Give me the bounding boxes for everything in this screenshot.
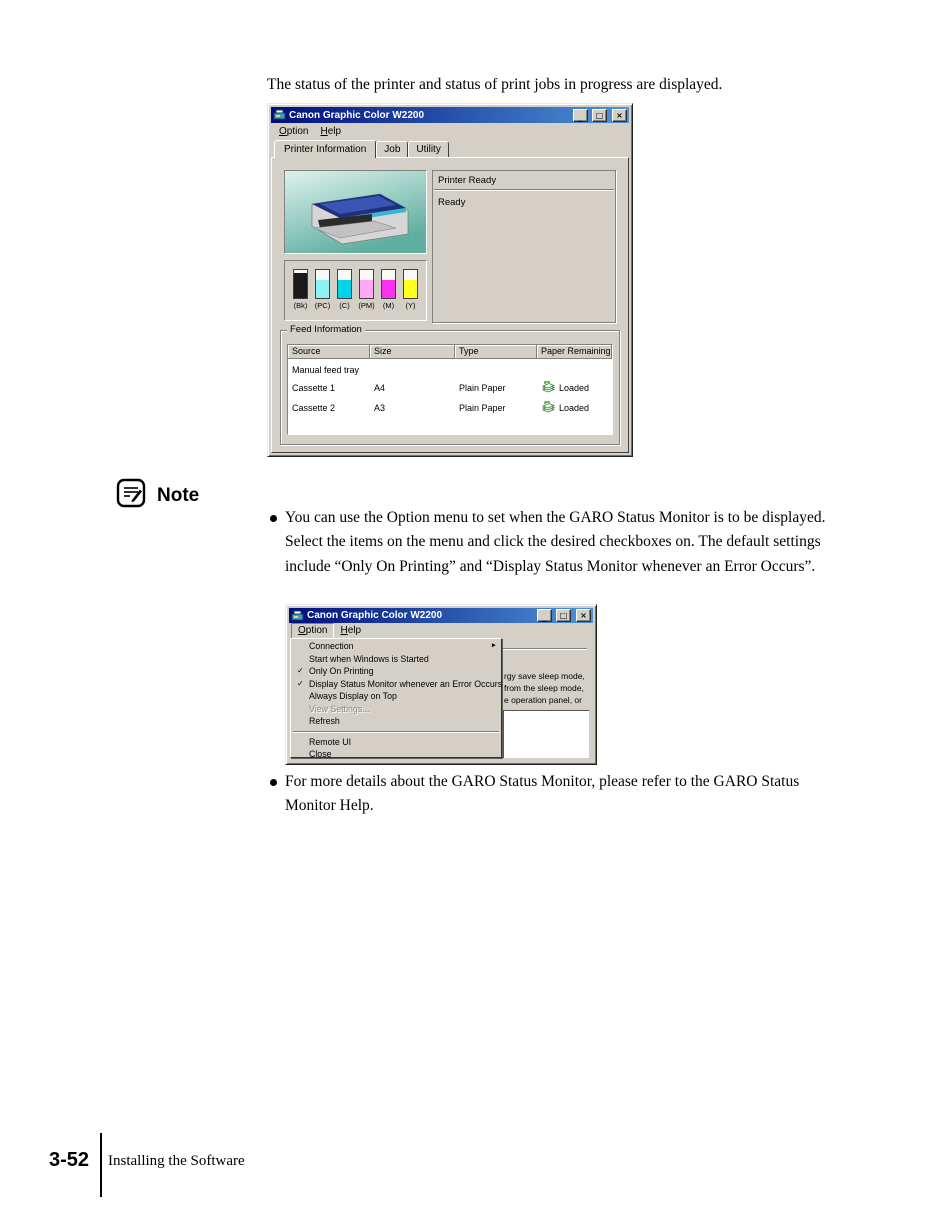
page-number: 3-52	[49, 1149, 90, 1171]
printer-image	[284, 170, 427, 254]
menu-item-label: Remote UI	[309, 736, 352, 747]
ink-tank	[381, 269, 396, 299]
column-source[interactable]: Source	[288, 345, 370, 359]
ink-label: (M)	[382, 301, 395, 310]
menu-item-display-on-error[interactable]	[292, 678, 503, 691]
background-text: from the sleep mode,	[504, 683, 584, 693]
menu-item-label: Always Display on Top	[309, 691, 397, 701]
menu-item-label: Start when Windows is Started	[309, 653, 429, 664]
title-bar[interactable]	[271, 107, 629, 123]
cell-type: Plain Paper	[459, 403, 506, 413]
feed-table-body	[288, 359, 612, 434]
menu-item-label: Close	[309, 749, 332, 759]
intro-paragraph: The status of the printer and status of print jobs in progress are displayed.	[267, 76, 723, 93]
ink-tank	[403, 269, 418, 299]
paper-loaded-icon	[541, 401, 556, 416]
ink-tank	[337, 269, 352, 299]
cell-source: Manual feed tray	[292, 365, 360, 375]
maximize-button[interactable]: □	[556, 609, 571, 622]
window-icon	[273, 109, 286, 121]
ink-levels-panel	[284, 260, 427, 321]
menu-item-label: Refresh	[309, 716, 340, 726]
table-row[interactable]	[288, 398, 612, 418]
printer-information-page	[271, 157, 629, 453]
bullet-text: You can use the Option menu to set when the GARO Status Monitor is to be displayed. Select the items on the menu and click the desired checkboxes on. The default settings include “Only On Printing” and “Display Status Monitor whenever an Error Occurs”.	[285, 509, 826, 575]
window-title: Canon Graphic Color W2200	[289, 109, 425, 121]
minimize-button[interactable]: _	[537, 609, 552, 622]
cell-remaining: Loaded	[559, 383, 590, 393]
ink-label: (C)	[339, 301, 350, 310]
menu-help[interactable]: Help	[320, 125, 342, 137]
menu-item-remote-ui[interactable]	[292, 736, 500, 749]
window-title: Canon Graphic Color W2200	[307, 610, 443, 621]
cell-size: A3	[374, 403, 386, 413]
bullet-icon	[270, 779, 277, 786]
table-row[interactable]	[288, 378, 612, 398]
menu-item-start-with-windows[interactable]	[292, 653, 500, 666]
bullet-icon	[270, 515, 277, 522]
cell-type: Plain Paper	[459, 383, 506, 393]
printer-status-box	[432, 170, 616, 323]
menu-item-label: Only On Printing	[309, 666, 374, 676]
tab-job[interactable]: Job	[376, 141, 408, 157]
check-icon: ✓	[297, 666, 304, 675]
menu-help[interactable]: Help	[340, 624, 362, 636]
feed-information-group	[280, 324, 620, 445]
menu-item-only-on-printing[interactable]	[292, 665, 500, 678]
status-monitor-window	[267, 103, 633, 457]
tab-strip	[271, 140, 629, 157]
list-item	[270, 770, 848, 819]
title-bar[interactable]	[289, 608, 593, 623]
background-list-panel	[503, 710, 589, 758]
ink-slot	[336, 269, 353, 320]
ink-label: (PM)	[358, 301, 375, 310]
window-body	[289, 638, 593, 761]
window-icon	[291, 610, 304, 622]
background-text: rgy save sleep mode,	[504, 671, 585, 681]
ink-label: (PC)	[314, 301, 331, 310]
menu-item-label: Connection	[309, 641, 354, 651]
footer-section: Installing the Software	[108, 1153, 245, 1169]
minimize-button[interactable]: _	[573, 109, 588, 122]
note-label: Note	[157, 484, 200, 506]
printer-status-detail: Ready	[438, 197, 466, 208]
menu-option[interactable]: Option	[279, 125, 309, 137]
cell-source: Cassette 2	[292, 403, 336, 413]
menu-item-connection[interactable]	[292, 640, 500, 653]
submenu-arrow-icon: ►	[490, 642, 497, 649]
close-button[interactable]: ×	[612, 109, 627, 122]
feed-table-header	[288, 345, 612, 359]
footer-rule	[100, 1133, 102, 1197]
tab-utility[interactable]: Utility	[408, 141, 448, 157]
ink-tank	[359, 269, 374, 299]
cell-source: Cassette 1	[292, 383, 336, 393]
column-size[interactable]: Size	[370, 345, 455, 359]
column-type[interactable]: Type	[455, 345, 537, 359]
menu-item-label: Display Status Monitor whenever an Error Occurs	[309, 678, 503, 689]
ink-slot	[292, 269, 309, 320]
check-icon: ✓	[297, 678, 304, 688]
ink-slot	[380, 269, 397, 320]
ink-tank	[315, 269, 330, 299]
background-text: e operation panel, or	[504, 695, 582, 705]
ink-slot	[402, 269, 419, 320]
printer-status-title: Printer Ready	[438, 175, 497, 186]
ink-slot	[358, 269, 375, 320]
menu-bar	[271, 123, 629, 140]
list-item	[270, 506, 848, 579]
menu-bar	[289, 623, 593, 638]
menu-item-refresh[interactable]	[292, 715, 500, 728]
table-row[interactable]	[288, 362, 612, 378]
feed-table	[287, 344, 613, 435]
bullet-text: For more details about the GARO Status Monitor, please refer to the GARO Status Monitor Help.	[285, 773, 800, 815]
menu-item-close[interactable]	[292, 748, 500, 761]
maximize-button[interactable]: □	[592, 109, 607, 122]
option-menu-window	[285, 604, 597, 765]
column-paper-remaining[interactable]: Paper Remaining	[537, 345, 612, 359]
cell-remaining: Loaded	[559, 403, 590, 413]
tab-printer-information[interactable]: Printer Information	[274, 140, 376, 158]
menu-option[interactable]: Option	[291, 623, 334, 639]
ink-label: (Y)	[405, 301, 416, 310]
paper-loaded-icon	[541, 381, 556, 396]
note-block	[116, 478, 199, 513]
menu-item-label: View Settings...	[309, 703, 370, 714]
ink-tank	[293, 269, 308, 299]
background-content	[504, 670, 590, 706]
menu-separator	[293, 731, 499, 733]
option-menu-dropdown	[290, 638, 502, 758]
feed-information-label: Feed Information	[287, 324, 365, 335]
menu-item-always-on-top[interactable]	[292, 690, 500, 703]
close-button[interactable]: ×	[576, 609, 591, 622]
note-icon	[116, 478, 146, 513]
cell-size: A4	[374, 383, 386, 393]
menu-item-view-settings	[292, 703, 500, 716]
panel-edge	[503, 648, 587, 650]
ink-slot	[314, 269, 331, 320]
ink-label: (Bk)	[293, 301, 308, 310]
